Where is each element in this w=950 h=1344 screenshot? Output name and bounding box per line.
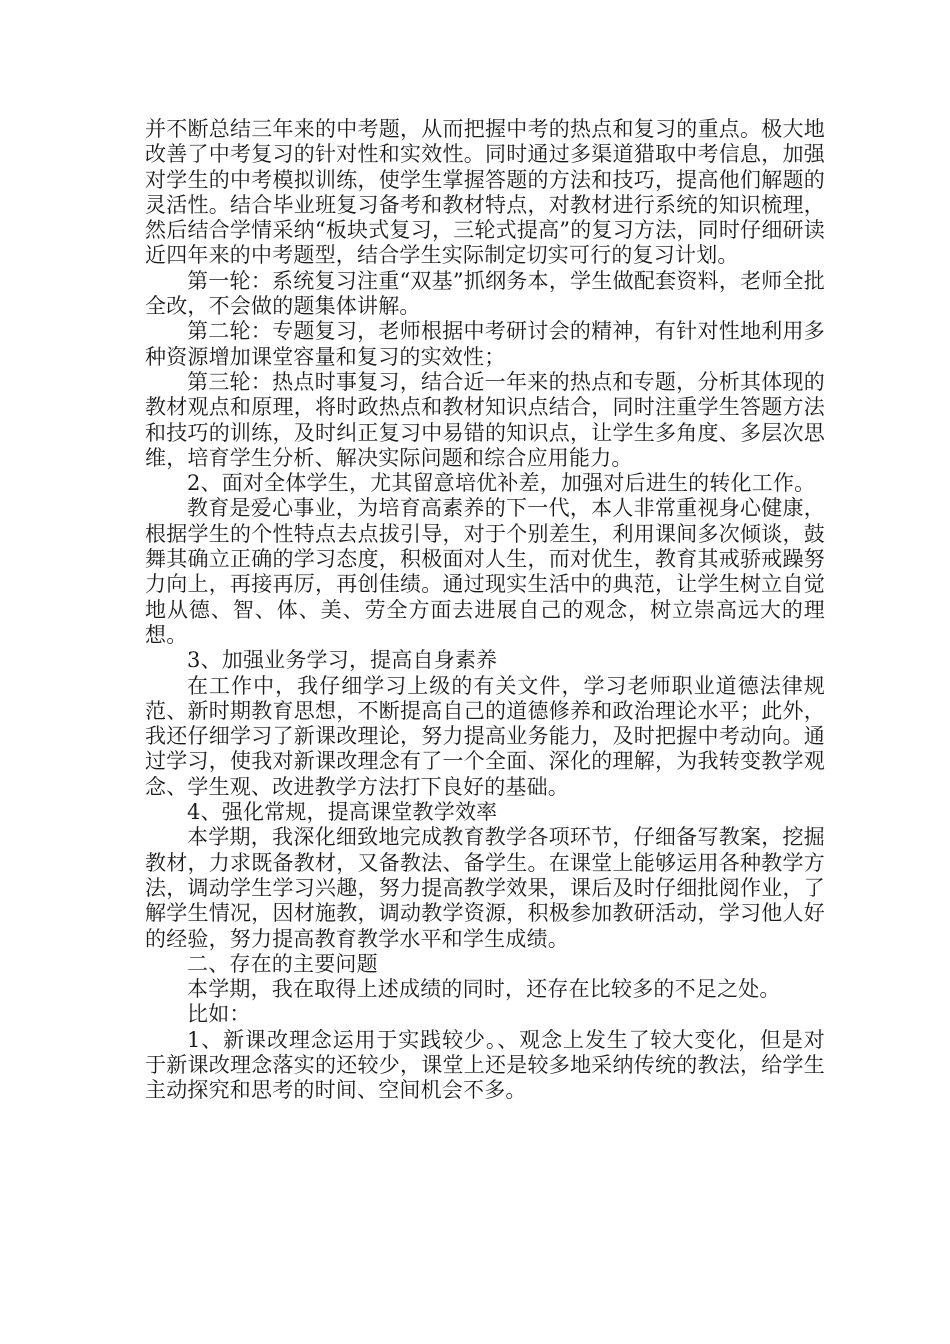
heading-main-problems: 二、存在的主要问题: [187, 951, 378, 976]
paragraph-problem-1: 1、新课改理念运用于实践较少。、观念上发生了较大变化，但是对于新课改理念落实的还较少，课堂上还是较多地采纳传统的教法，给学生主动探究和思考的时间、空间机会不多。: [145, 1027, 825, 1103]
paragraph-problems-intro: 本学期，我在取得上述成绩的同时，还存在比较多的不足之处。: [187, 977, 781, 1002]
paragraph-moral-education: 教育是爱心事业，为培育高素养的下一代，本人非常重视身心健康，根据学生的个性特点去点拔引导，对于个别差生，利用课间多次倾谈，鼓舞其确立正确的学习态度，积极面对人生，而对优生，教育其戒骄戒躁努力向上，再接再厉，再创佳绩。通过现实生活中的典范，让学生树立自觉地从德、智、体、美、劳全方面去进展自己的观念，树立崇高远大的理想。: [145, 496, 825, 647]
document-page: [145, 117, 825, 1104]
paragraph-round-one: 第一轮：系统复习注重“双基”抓纲务本，学生做配套资料，老师全批全改，不会做的题集体讲解。: [145, 268, 825, 319]
heading-section-3: 3、加强业务学习，提高自身素养: [187, 648, 498, 673]
paragraph-professional-study: 在工作中，我仔细学习上级的有关文件，学习老师职业道德法律规范、新时期教育思想，不断提高自己的道德修养和政治理论水平；此外，我还仔细学习了新课改理论，努力提高业务能力，及时把握中考动向。通过学习，使我对新课改理念有了一个全面、深化的理解，为我转变教学观念、学生观、改进教学方法打下良好的基础。: [145, 673, 825, 799]
paragraph-round-three: 第三轮：热点时事复习，结合近一年来的热点和专题，分析其体现的教材观点和原理，将时政热点和教材知识点结合，同时注重学生答题方法和技巧的训练，及时纠正复习中易错的知识点，让学生多角度、多层次思维，培育学生分析、解决实际问题和综合应用能力。: [145, 369, 825, 470]
paragraph-for-example: 比如：: [187, 1002, 251, 1027]
paragraph-round-two: 第二轮：专题复习，老师根据中考研讨会的精神，有针对性地利用多种资源增加课堂容量和复习的实效性；: [145, 319, 825, 369]
paragraph-classroom-efficiency: 本学期，我深化细致地完成教育教学各项环节，仔细备写教案，挖掘教材，力求既备教材，又备教法、备学生。在课堂上能够运用各种教学方法，调动学生学习兴趣，努力提高教学效果，课后及时仔细批阅作业，了解学生情况，因材施教，调动教学资源，积极参加教研活动，学习他人好的经验，努力提高教育教学水平和学生成绩。: [145, 825, 825, 951]
heading-section-4: 4、强化常规，提高课堂教学效率: [187, 800, 498, 825]
heading-section-2: 2、面对全体学生，尤其留意培优补差，加强对后进生的转化工作。: [187, 471, 816, 496]
paragraph-intro: 并不断总结三年来的中考题，从而把握中考的热点和复习的重点。极大地改善了中考复习的针对性和实效性。同时通过多渠道猎取中考信息，加强对学生的中考模拟训练，使学生掌握答题的方法和技巧，提高他们解题的灵活性。结合毕业班复习备考和教材特点，对教材进行系统的知识梳理，然后结合学情采纳“板块式复习，三轮式提高”的复习方法，同时仔细研读近四年来的中考题型，结合学生实际制定切实可行的复习计划。: [145, 117, 825, 268]
